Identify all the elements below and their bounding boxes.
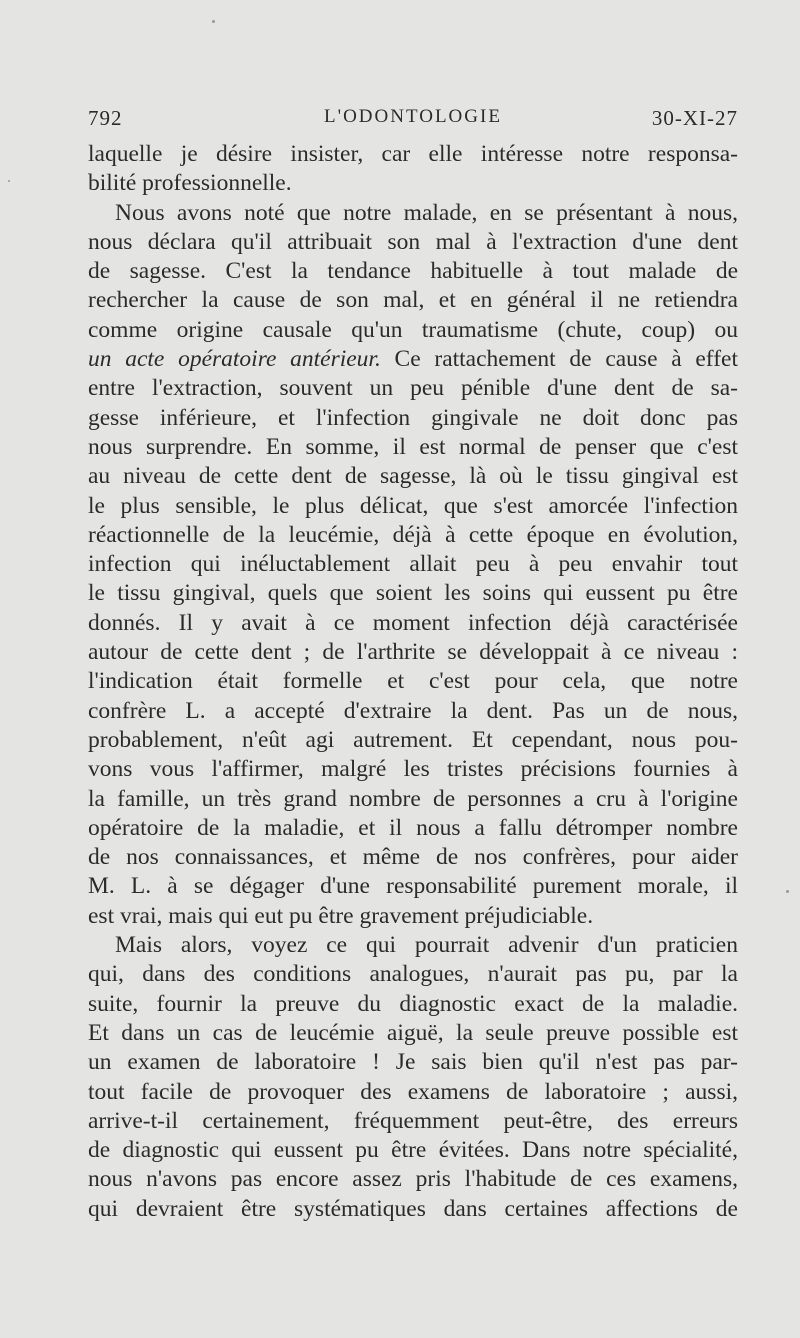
text-line: de sagesse. C'est la tendance habituelle à tout malade de <box>88 258 738 285</box>
text-line: vons vous l'affirmer, malgré les tristes précisions fournies à <box>88 756 738 783</box>
text-line: infection qui inéluctablement allait peu à peu envahir tout <box>88 551 738 578</box>
text-line: Et dans un cas de leucémie aiguë, la seule preuve possible est <box>88 1019 738 1046</box>
text-line: M. L. à se dégager d'une responsabilité purement morale, il <box>88 873 738 900</box>
text-line: rechercher la cause de son mal, et en général il ne retiendra <box>88 287 738 314</box>
text-line: tout facile de provoquer des examens de laboratoire ; aussi, <box>88 1078 738 1105</box>
text-line: la famille, un très grand nombre de personnes a cru à l'origine <box>88 785 738 812</box>
page-header <box>88 106 738 136</box>
text-line: arrive-t-il certainement, fréquemment peut-être, des erreurs <box>88 1107 738 1134</box>
text-line: entre l'extraction, souvent un peu pénible d'une dent de sa- <box>88 375 738 402</box>
text-line: Mais alors, voyez ce qui pourrait advenir d'un praticien <box>115 932 738 959</box>
text-line: opératoire de la maladie, et il nous a fallu détromper nombre <box>88 814 738 841</box>
paper-speck <box>212 20 215 23</box>
body-text <box>88 140 738 1224</box>
text-line: qui, dans des conditions analogues, n'aurait pas pu, par la <box>88 961 738 988</box>
text-line: de diagnostic qui eussent pu être évitées. Dans notre spécialité, <box>88 1137 738 1164</box>
text-line: probablement, n'eût agi autrement. Et cependant, nous pou- <box>88 726 738 753</box>
text-line: nous n'avons pas encore assez pris l'habitude de ces examens, <box>88 1166 738 1193</box>
text-line: le plus sensible, le plus délicat, que s'est amorcée l'infection <box>88 492 738 519</box>
paper-speck <box>786 890 789 893</box>
text-line: gesse inférieure, et l'infection gingivale ne doit donc pas <box>88 404 738 431</box>
text-line: au niveau de cette dent de sagesse, là où le tissu gingival est <box>88 463 738 490</box>
page-number: 792 <box>88 106 123 130</box>
text-line: est vrai, mais qui eut pu être gravement préjudiciable. <box>88 902 594 929</box>
text-line <box>88 345 738 374</box>
text-line: Nous avons noté que notre malade, en se présentant à nous, <box>115 199 738 226</box>
text-line: donnés. Il y avait à ce moment infection déjà caractérisée <box>88 609 738 636</box>
text-line: confrère L. a accepté d'extraire la dent. Pas un de nous, <box>88 697 738 724</box>
text-span: Ce rattachement de cause à effet <box>380 346 738 373</box>
text-line: bilité professionnelle. <box>88 170 292 197</box>
italic-phrase: un acte opératoire antérieur. <box>88 346 381 373</box>
text-line: un examen de laboratoire ! Je sais bien qu'il n'est pas par- <box>88 1049 738 1076</box>
text-line: qui devraient être systématiques dans certaines affections de <box>88 1195 738 1222</box>
text-line: autour de cette dent ; de l'arthrite se développait à ce niveau : <box>88 639 738 666</box>
issue-date: 30-XI-27 <box>651 106 738 130</box>
text-line: laquelle je désire insister, car elle intéresse notre responsa- <box>88 141 738 167</box>
text-line: suite, fournir la preuve du diagnostic exact de la maladie. <box>88 990 738 1017</box>
text-line: réactionnelle de la leucémie, déjà à cette époque en évolution, <box>88 521 738 548</box>
text-line: nous surprendre. En somme, il est normal de penser que c'est <box>88 433 738 460</box>
text-line: l'indication était formelle et c'est pour cela, que notre <box>88 668 738 695</box>
paper-speck <box>8 180 10 182</box>
text-line: nous déclara qu'il attribuait son mal à l'extraction d'une dent <box>88 228 738 255</box>
text-line: comme origine causale qu'un traumatisme (chute, coup) ou <box>88 316 738 343</box>
running-title: L'ODONTOLOGIE <box>324 106 502 127</box>
text-line: le tissu gingival, quels que soient les soins qui eussent pu être <box>88 580 738 607</box>
text-line: de nos connaissances, et même de nos confrères, pour aider <box>88 844 738 871</box>
